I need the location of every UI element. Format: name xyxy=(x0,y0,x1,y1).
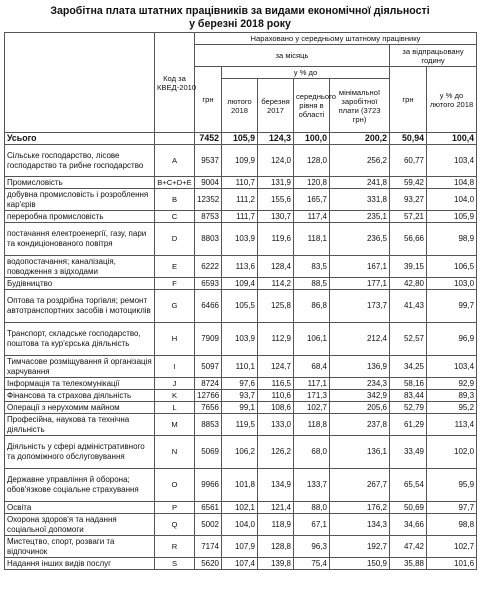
row-code: K xyxy=(155,390,195,402)
table-row xyxy=(5,378,477,390)
row-code: I xyxy=(155,356,195,378)
row-mar: 112,9 xyxy=(258,323,294,356)
row-code: B+C+D+E xyxy=(155,177,195,189)
row-hour: 52,57 xyxy=(390,323,427,356)
row-feb: 110,1 xyxy=(222,356,258,378)
row-hfeb: 104,8 xyxy=(427,177,477,189)
row-min: 331,8 xyxy=(330,189,390,211)
row-reg: 118,8 xyxy=(294,414,330,436)
row-code: O xyxy=(155,469,195,502)
row-uah: 7452 xyxy=(195,133,222,145)
row-feb: 93,7 xyxy=(222,390,258,402)
row-hour: 57,21 xyxy=(390,211,427,223)
table-row xyxy=(5,256,477,278)
table-row xyxy=(5,414,477,436)
table-row xyxy=(5,436,477,469)
row-name: Фінансова та страхова діяльність xyxy=(5,390,155,402)
row-reg: 96,3 xyxy=(294,536,330,558)
row-name: Професійна, наукова та технічна діяльність xyxy=(5,414,155,436)
row-code: B xyxy=(155,189,195,211)
header-uah-hour: грн xyxy=(390,67,427,133)
row-feb: 104,0 xyxy=(222,514,258,536)
row-feb: 111,2 xyxy=(222,189,258,211)
row-hfeb: 95,9 xyxy=(427,469,477,502)
row-min: 136,9 xyxy=(330,356,390,378)
header-kved: Код за КВЕД-2010 xyxy=(155,33,195,133)
row-hour: 33,49 xyxy=(390,436,427,469)
header-mar2017: березня 2017 xyxy=(258,79,294,133)
row-min: 256,2 xyxy=(330,145,390,177)
row-code: H xyxy=(155,323,195,356)
row-hour: 42,80 xyxy=(390,278,427,290)
row-name: Транспорт, складське господарство, поштова та кур'єрська діяльність xyxy=(5,323,155,356)
row-mar: 118,9 xyxy=(258,514,294,536)
row-mar: 110,6 xyxy=(258,390,294,402)
row-feb: 102,1 xyxy=(222,502,258,514)
row-hfeb: 102,0 xyxy=(427,436,477,469)
row-min: 241,8 xyxy=(330,177,390,189)
row-mar: 130,7 xyxy=(258,211,294,223)
row-mar: 124,7 xyxy=(258,356,294,378)
row-hour: 34,25 xyxy=(390,356,427,378)
row-hfeb: 103,0 xyxy=(427,278,477,290)
row-name: водопостачання; каналізація, поводження з відходами xyxy=(5,256,155,278)
row-reg: 117,4 xyxy=(294,211,330,223)
row-reg: 120,8 xyxy=(294,177,330,189)
row-hfeb: 105,9 xyxy=(427,211,477,223)
row-name: Будівництво xyxy=(5,278,155,290)
row-hfeb: 95,2 xyxy=(427,402,477,414)
table-row xyxy=(5,536,477,558)
row-uah: 8753 xyxy=(195,211,222,223)
row-min: 205,6 xyxy=(330,402,390,414)
row-feb: 103,9 xyxy=(222,223,258,256)
row-uah: 9537 xyxy=(195,145,222,177)
header-pct-feb2018-hour: у % до лютого 2018 xyxy=(427,67,477,133)
row-min: 177,1 xyxy=(330,278,390,290)
row-code: N xyxy=(155,436,195,469)
row-hfeb: 103,4 xyxy=(427,145,477,177)
row-hour: 47,42 xyxy=(390,536,427,558)
row-code: E xyxy=(155,256,195,278)
header-pct-to: у % до xyxy=(222,67,390,79)
row-mar: 131,9 xyxy=(258,177,294,189)
row-reg: 83,5 xyxy=(294,256,330,278)
row-mar: 128,8 xyxy=(258,536,294,558)
row-hour: 61,29 xyxy=(390,414,427,436)
row-uah: 6593 xyxy=(195,278,222,290)
row-reg: 117,1 xyxy=(294,378,330,390)
row-name: Діяльність у сфері адміністративного та допоміжного обслуговування xyxy=(5,436,155,469)
header-uah: грн xyxy=(195,67,222,133)
row-name: Усього xyxy=(5,133,155,145)
row-code xyxy=(155,133,195,145)
row-uah: 8803 xyxy=(195,223,222,256)
row-min: 342,9 xyxy=(330,390,390,402)
row-mar: 108,6 xyxy=(258,402,294,414)
row-hfeb: 98,9 xyxy=(427,223,477,256)
row-reg: 165,7 xyxy=(294,189,330,211)
row-name: Сільське господарство, лісове господарство та рибне господарство xyxy=(5,145,155,177)
row-hfeb: 102,7 xyxy=(427,536,477,558)
row-code: P xyxy=(155,502,195,514)
row-hfeb: 89,3 xyxy=(427,390,477,402)
table-row xyxy=(5,133,477,145)
row-reg: 75,4 xyxy=(294,558,330,570)
row-hour: 41,43 xyxy=(390,290,427,323)
header-per-month: за місяць xyxy=(195,45,390,67)
row-reg: 88,0 xyxy=(294,502,330,514)
row-feb: 119,5 xyxy=(222,414,258,436)
row-hour: 50,94 xyxy=(390,133,427,145)
row-hfeb: 96,9 xyxy=(427,323,477,356)
row-min: 136,1 xyxy=(330,436,390,469)
row-reg: 128,0 xyxy=(294,145,330,177)
row-name: Мистецтво, спорт, розваги та відпочинок xyxy=(5,536,155,558)
row-reg: 106,1 xyxy=(294,323,330,356)
row-min: 235,1 xyxy=(330,211,390,223)
row-name: постачання електроенергії, газу, пари та кондиціонованого повітря xyxy=(5,223,155,256)
row-hfeb: 101,6 xyxy=(427,558,477,570)
row-uah: 8724 xyxy=(195,378,222,390)
row-min: 173,7 xyxy=(330,290,390,323)
table-row xyxy=(5,278,477,290)
row-feb: 99,1 xyxy=(222,402,258,414)
table-row xyxy=(5,390,477,402)
table-row xyxy=(5,189,477,211)
row-reg: 67,1 xyxy=(294,514,330,536)
row-feb: 106,2 xyxy=(222,436,258,469)
table-row xyxy=(5,402,477,414)
row-name: Державне управління й оборона; обов'язкове соціальне страхування xyxy=(5,469,155,502)
row-mar: 124,3 xyxy=(258,133,294,145)
row-name: Освіта xyxy=(5,502,155,514)
table-row xyxy=(5,223,477,256)
row-mar: 139,8 xyxy=(258,558,294,570)
header-corner xyxy=(5,33,155,133)
table-row xyxy=(5,558,477,570)
row-feb: 101,8 xyxy=(222,469,258,502)
row-reg: 68,4 xyxy=(294,356,330,378)
row-feb: 107,9 xyxy=(222,536,258,558)
row-hour: 34,66 xyxy=(390,514,427,536)
row-min: 176,2 xyxy=(330,502,390,514)
row-name: добувна промисловість і розроблення кар'єрів xyxy=(5,189,155,211)
row-hfeb: 103,4 xyxy=(427,356,477,378)
row-uah: 12766 xyxy=(195,390,222,402)
row-uah: 6466 xyxy=(195,290,222,323)
row-hfeb: 97,7 xyxy=(427,502,477,514)
table-row xyxy=(5,211,477,223)
row-feb: 109,4 xyxy=(222,278,258,290)
row-uah: 7656 xyxy=(195,402,222,414)
row-min: 200,2 xyxy=(330,133,390,145)
row-uah: 9966 xyxy=(195,469,222,502)
header-region-avg: середнього рівня в області xyxy=(294,79,330,133)
row-feb: 103,9 xyxy=(222,323,258,356)
row-hour: 56,66 xyxy=(390,223,427,256)
row-hfeb: 100,4 xyxy=(427,133,477,145)
row-uah: 5069 xyxy=(195,436,222,469)
row-code: J xyxy=(155,378,195,390)
row-min: 236,5 xyxy=(330,223,390,256)
table-row xyxy=(5,177,477,189)
row-uah: 12352 xyxy=(195,189,222,211)
row-feb: 110,7 xyxy=(222,177,258,189)
row-min: 134,3 xyxy=(330,514,390,536)
row-mar: 155,6 xyxy=(258,189,294,211)
row-hour: 50,69 xyxy=(390,502,427,514)
row-min: 237,8 xyxy=(330,414,390,436)
row-min: 212,4 xyxy=(330,323,390,356)
row-code: D xyxy=(155,223,195,256)
row-mar: 119,6 xyxy=(258,223,294,256)
row-code: C xyxy=(155,211,195,223)
row-hour: 83,44 xyxy=(390,390,427,402)
row-min: 234,3 xyxy=(330,378,390,390)
row-feb: 97,6 xyxy=(222,378,258,390)
header-accrued: Нараховано у середньому штатному працівнику xyxy=(195,33,477,45)
row-min: 192,7 xyxy=(330,536,390,558)
row-code: G xyxy=(155,290,195,323)
table-row xyxy=(5,290,477,323)
table-row xyxy=(5,502,477,514)
header-min-wage: мінімальної заробітної плати (3723 грн) xyxy=(330,79,390,133)
table-row xyxy=(5,145,477,177)
row-hfeb: 106,5 xyxy=(427,256,477,278)
header-per-hour: за відпрацьовану годину xyxy=(390,45,477,67)
row-feb: 105,5 xyxy=(222,290,258,323)
row-reg: 68,0 xyxy=(294,436,330,469)
table-row xyxy=(5,323,477,356)
row-reg: 118,1 xyxy=(294,223,330,256)
row-feb: 107,4 xyxy=(222,558,258,570)
row-name: Інформація та телекомунікації xyxy=(5,378,155,390)
row-code: M xyxy=(155,414,195,436)
header-feb2018: лютого 2018 xyxy=(222,79,258,133)
row-mar: 114,2 xyxy=(258,278,294,290)
row-hour: 65,54 xyxy=(390,469,427,502)
row-reg: 171,3 xyxy=(294,390,330,402)
row-mar: 121,4 xyxy=(258,502,294,514)
row-hour: 93,27 xyxy=(390,189,427,211)
row-hour: 60,77 xyxy=(390,145,427,177)
row-reg: 86,8 xyxy=(294,290,330,323)
table-row xyxy=(5,514,477,536)
row-hfeb: 92,9 xyxy=(427,378,477,390)
row-uah: 8853 xyxy=(195,414,222,436)
row-feb: 111,7 xyxy=(222,211,258,223)
row-hfeb: 99,7 xyxy=(427,290,477,323)
row-hour: 39,15 xyxy=(390,256,427,278)
row-uah: 6222 xyxy=(195,256,222,278)
row-reg: 102,7 xyxy=(294,402,330,414)
row-reg: 100,0 xyxy=(294,133,330,145)
row-code: R xyxy=(155,536,195,558)
row-name: Оптова та роздрібна торгівля; ремонт автотранспортних засобів і мотоциклів xyxy=(5,290,155,323)
row-mar: 124,0 xyxy=(258,145,294,177)
row-reg: 133,7 xyxy=(294,469,330,502)
row-name: переробна промисловість xyxy=(5,211,155,223)
row-code: S xyxy=(155,558,195,570)
row-min: 167,1 xyxy=(330,256,390,278)
row-uah: 5097 xyxy=(195,356,222,378)
row-feb: 105,9 xyxy=(222,133,258,145)
row-uah: 5002 xyxy=(195,514,222,536)
row-code: L xyxy=(155,402,195,414)
row-mar: 128,4 xyxy=(258,256,294,278)
row-mar: 134,9 xyxy=(258,469,294,502)
table-row xyxy=(5,356,477,378)
title-line-1: Заробітна плата штатних працівників за видами економічної діяльності xyxy=(50,5,430,17)
row-hour: 52,79 xyxy=(390,402,427,414)
row-hour: 58,16 xyxy=(390,378,427,390)
row-hour: 59,42 xyxy=(390,177,427,189)
row-mar: 133,0 xyxy=(258,414,294,436)
row-hour: 35,88 xyxy=(390,558,427,570)
row-name: Охорона здоров'я та надання соціальної допомоги xyxy=(5,514,155,536)
row-uah: 7174 xyxy=(195,536,222,558)
title-line-2: у березні 2018 року xyxy=(189,18,291,30)
page-title xyxy=(0,5,480,31)
row-code: A xyxy=(155,145,195,177)
row-reg: 88,5 xyxy=(294,278,330,290)
row-hfeb: 104,0 xyxy=(427,189,477,211)
row-hfeb: 98,8 xyxy=(427,514,477,536)
row-mar: 125,8 xyxy=(258,290,294,323)
row-min: 267,7 xyxy=(330,469,390,502)
wage-table xyxy=(4,32,477,570)
row-uah: 6561 xyxy=(195,502,222,514)
row-name: Надання інших видів послуг xyxy=(5,558,155,570)
row-uah: 5620 xyxy=(195,558,222,570)
row-code: Q xyxy=(155,514,195,536)
row-uah: 9004 xyxy=(195,177,222,189)
row-name: Тимчасове розміщування й організація харчування xyxy=(5,356,155,378)
row-name: Промисловість xyxy=(5,177,155,189)
row-uah: 7909 xyxy=(195,323,222,356)
row-feb: 113,6 xyxy=(222,256,258,278)
row-mar: 116,5 xyxy=(258,378,294,390)
row-code: F xyxy=(155,278,195,290)
row-feb: 109,9 xyxy=(222,145,258,177)
row-min: 150,9 xyxy=(330,558,390,570)
table-row xyxy=(5,469,477,502)
row-name: Операції з нерухомим майном xyxy=(5,402,155,414)
row-hfeb: 113,4 xyxy=(427,414,477,436)
row-mar: 126,2 xyxy=(258,436,294,469)
